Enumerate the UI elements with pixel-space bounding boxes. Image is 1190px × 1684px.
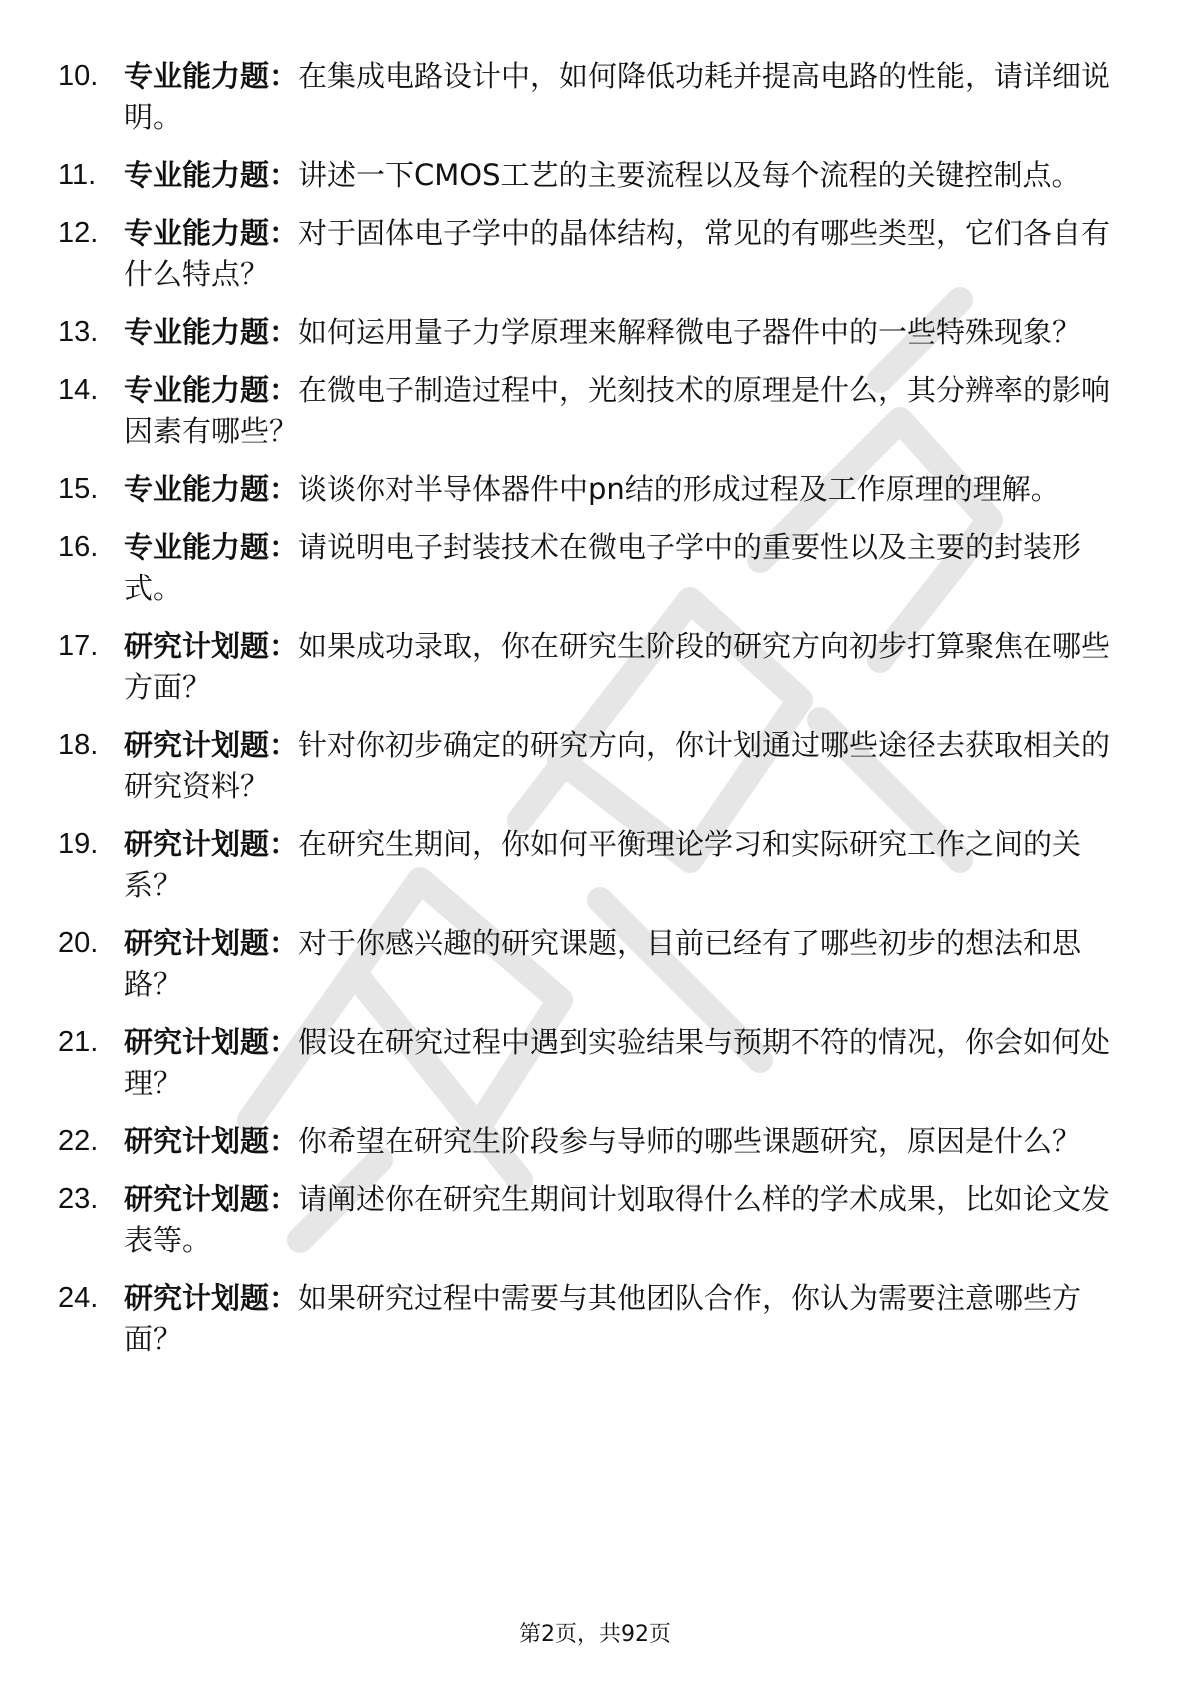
question-number: 22. <box>58 1125 99 1157</box>
question-item <box>58 1179 1138 1261</box>
question-item <box>58 213 1138 295</box>
question-text: 对于固体电子学中的晶体结构，常见的有哪些类型，它们各自有什么特点？ <box>124 216 1111 291</box>
question-number: 12. <box>58 217 99 249</box>
question-category-label: 专业能力题： <box>124 158 299 192</box>
question-number: 20. <box>58 927 99 959</box>
question-item <box>58 1121 1138 1162</box>
question-number: 19. <box>58 828 99 860</box>
question-text: 谈谈你对半导体器件中pn结的形成过程及工作原理的理解。 <box>298 472 1060 506</box>
question-item <box>58 1022 1138 1104</box>
question-number: 17. <box>58 630 99 662</box>
question-category-label: 专业能力题： <box>124 315 299 349</box>
question-item <box>58 923 1138 1005</box>
question-text: 在研究生期间，你如何平衡理论学习和实际研究工作之间的关系？ <box>124 827 1082 902</box>
page-footer: 第2页，共92页 <box>519 1622 671 1647</box>
question-number: 14. <box>58 374 99 406</box>
question-text: 如果研究过程中需要与其他团队合作，你认为需要注意哪些方面？ <box>124 1281 1082 1356</box>
question-number: 23. <box>58 1183 99 1215</box>
question-number: 24. <box>58 1282 99 1314</box>
question-item <box>58 56 1138 138</box>
question-item <box>58 725 1138 807</box>
question-number: 11. <box>58 159 97 191</box>
question-category-label: 专业能力题： <box>124 472 299 506</box>
question-item <box>58 626 1138 708</box>
question-category-label: 专业能力题： <box>124 59 299 93</box>
question-text: 对于你感兴趣的研究课题，目前已经有了哪些初步的想法和思路？ <box>124 926 1082 1001</box>
question-text: 在集成电路设计中，如何降低功耗并提高电路的性能，请详细说明。 <box>124 59 1111 134</box>
question-text: 针对你初步确定的研究方向，你计划通过哪些途径去获取相关的研究资料？ <box>124 728 1111 803</box>
question-category-label: 研究计划题： <box>124 1025 299 1059</box>
question-category-label: 研究计划题： <box>124 728 299 762</box>
question-text: 在微电子制造过程中，光刻技术的原理是什么，其分辨率的影响因素有哪些？ <box>124 373 1111 448</box>
question-category-label: 专业能力题： <box>124 373 299 407</box>
question-list <box>58 56 1138 1377</box>
question-text: 讲述一下CMOS工艺的主要流程以及每个流程的关键控制点。 <box>298 158 1081 192</box>
question-item <box>58 527 1138 609</box>
question-text: 如何运用量子力学原理来解释微电子器件中的一些特殊现象？ <box>298 315 1082 349</box>
question-number: 15. <box>58 473 99 505</box>
question-category-label: 专业能力题： <box>124 216 299 250</box>
question-text: 如果成功录取，你在研究生阶段的研究方向初步打算聚焦在哪些方面？ <box>124 629 1111 704</box>
question-item <box>58 312 1138 353</box>
question-number: 21. <box>58 1026 99 1058</box>
question-category-label: 研究计划题： <box>124 827 299 861</box>
question-number: 16. <box>58 531 99 563</box>
question-item <box>58 824 1138 906</box>
question-text: 你希望在研究生阶段参与导师的哪些课题研究，原因是什么？ <box>298 1124 1082 1158</box>
question-item <box>58 469 1138 510</box>
question-text: 请说明电子封装技术在微电子学中的重要性以及主要的封装形式。 <box>124 530 1082 605</box>
question-category-label: 研究计划题： <box>124 926 299 960</box>
question-number: 13. <box>58 316 99 348</box>
question-category-label: 研究计划题： <box>124 1124 299 1158</box>
question-category-label: 专业能力题： <box>124 530 299 564</box>
question-item <box>58 370 1138 452</box>
question-item <box>58 155 1138 196</box>
question-category-label: 研究计划题： <box>124 629 299 663</box>
question-number: 18. <box>58 729 99 761</box>
question-text: 请阐述你在研究生期间计划取得什么样的学术成果，比如论文发表等。 <box>124 1182 1111 1257</box>
question-item <box>58 1278 1138 1360</box>
question-category-label: 研究计划题： <box>124 1281 299 1315</box>
question-category-label: 研究计划题： <box>124 1182 299 1216</box>
question-number: 10. <box>58 60 99 92</box>
question-text: 假设在研究过程中遇到实验结果与预期不符的情况，你会如何处理？ <box>124 1025 1111 1100</box>
